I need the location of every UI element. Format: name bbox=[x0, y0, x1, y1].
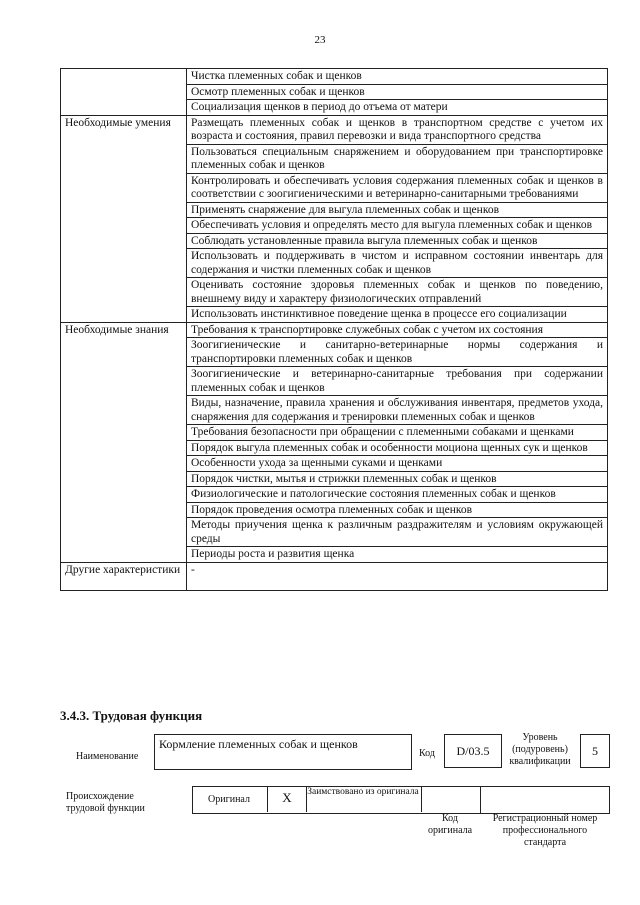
row-item: Обеспечивать условия и определять место для выгула племенных собак и щенков bbox=[187, 218, 608, 234]
row-item: Размещать племенных собак и щенков в транспортном средстве с учетом их возраста и состояния, правил перевозки и вида транспортного средства bbox=[187, 115, 608, 144]
borrowed-label: Заимствовано из оригинала bbox=[307, 787, 419, 797]
row-item: Чистка племенных собак и щенков bbox=[187, 69, 608, 85]
row-item: Физиологические и патологические состояния племенных собак и щенков bbox=[187, 487, 608, 503]
table-row bbox=[61, 115, 608, 144]
row-item: Использовать и поддерживать в чистом и исправном состоянии инвентарь для содержания и чистки племенных собак и щенков bbox=[187, 249, 608, 278]
row-label: Необходимые знания bbox=[61, 322, 187, 562]
table-row bbox=[61, 69, 608, 85]
code-box bbox=[444, 734, 502, 768]
row-item: Периоды роста и развития щенка bbox=[187, 547, 608, 563]
original-mark: X bbox=[282, 790, 292, 805]
code-original-divider bbox=[480, 786, 481, 814]
row-item: Требования к транспортировке служебных собак с учетом их состояния bbox=[187, 322, 608, 338]
level-label: Уровень (подуровень) квалификации bbox=[509, 732, 571, 767]
row-item: - bbox=[187, 562, 608, 590]
row-item: Пользоваться специальным снаряжением и оборудованием при транспортировке племенных собак и щенков bbox=[187, 144, 608, 173]
origin-label: Происхождение трудовой функции bbox=[66, 791, 145, 814]
table-row bbox=[61, 322, 608, 338]
row-item: Использовать инстинктивное поведение щенка в процессе его социализации bbox=[187, 307, 608, 323]
row-label: Другие характеристики bbox=[61, 562, 187, 590]
row-item: Социализация щенков в период до отъема от матери bbox=[187, 100, 608, 116]
level-value: 5 bbox=[592, 744, 598, 758]
row-item: Методы приучения щенка к различным раздражителям и условиям окружающей среды bbox=[187, 518, 608, 547]
table-row bbox=[61, 562, 608, 590]
original-label: Оригинал bbox=[208, 794, 250, 805]
level-box bbox=[580, 734, 610, 768]
row-item: Соблюдать установленные правила выгула племенных собак и щенков bbox=[187, 233, 608, 249]
row-item: Применять снаряжение для выгула племенных собак и щенков bbox=[187, 202, 608, 218]
row-item: Зоогигиенические и ветеринарно-санитарные требования при содержании племенных собак и щенков bbox=[187, 367, 608, 396]
code-label: Код bbox=[419, 748, 435, 759]
row-item: Виды, назначение, правила хранения и обслуживания инвентаря, предметов ухода, снаряжения для содержания и тренировки племенных собак и щенков bbox=[187, 396, 608, 425]
skills-table bbox=[60, 68, 608, 591]
function-name: Кормление племенных собак и щенков bbox=[159, 737, 358, 751]
code-original-label: Код оригинала bbox=[427, 813, 473, 836]
row-item: Порядок проведения осмотра племенных собак и щенков bbox=[187, 502, 608, 518]
row-item: Оценивать состояние здоровья племенных собак и щенков по поведению, внешнему виду и характеру физиологических отправлений bbox=[187, 278, 608, 307]
reg-number-label: Регистрационный номер профессионального стандарта bbox=[492, 813, 598, 848]
row-item: Порядок чистки, мытья и стрижки племенных собак и щенков bbox=[187, 471, 608, 487]
name-label: Наименование bbox=[76, 751, 139, 762]
row-item: Требования безопасности при обращении с племенными собаками и щенками bbox=[187, 425, 608, 441]
name-box bbox=[154, 734, 412, 770]
row-label: Необходимые умения bbox=[61, 115, 187, 322]
code-value: D/03.5 bbox=[456, 744, 490, 758]
row-item: Зоогигиенические и санитарно-ветеринарные нормы содержания и транспортировки племенных собак и щенков bbox=[187, 338, 608, 367]
row-item: Особенности ухода за щенными суками и щенками bbox=[187, 456, 608, 472]
page-number: 23 bbox=[314, 34, 326, 46]
row-label bbox=[61, 69, 187, 116]
row-item: Контролировать и обеспечивать условия содержания племенных собак и щенков в соответствии с зоогигиеническими и ветеринарно-санитарными требованиями bbox=[187, 173, 608, 202]
section-title: 3.4.3. Трудовая функция bbox=[60, 708, 203, 723]
row-item: Порядок выгула племенных собак и особенности моциона щенных сук и щенков bbox=[187, 440, 608, 456]
row-item: Осмотр племенных собак и щенков bbox=[187, 84, 608, 100]
